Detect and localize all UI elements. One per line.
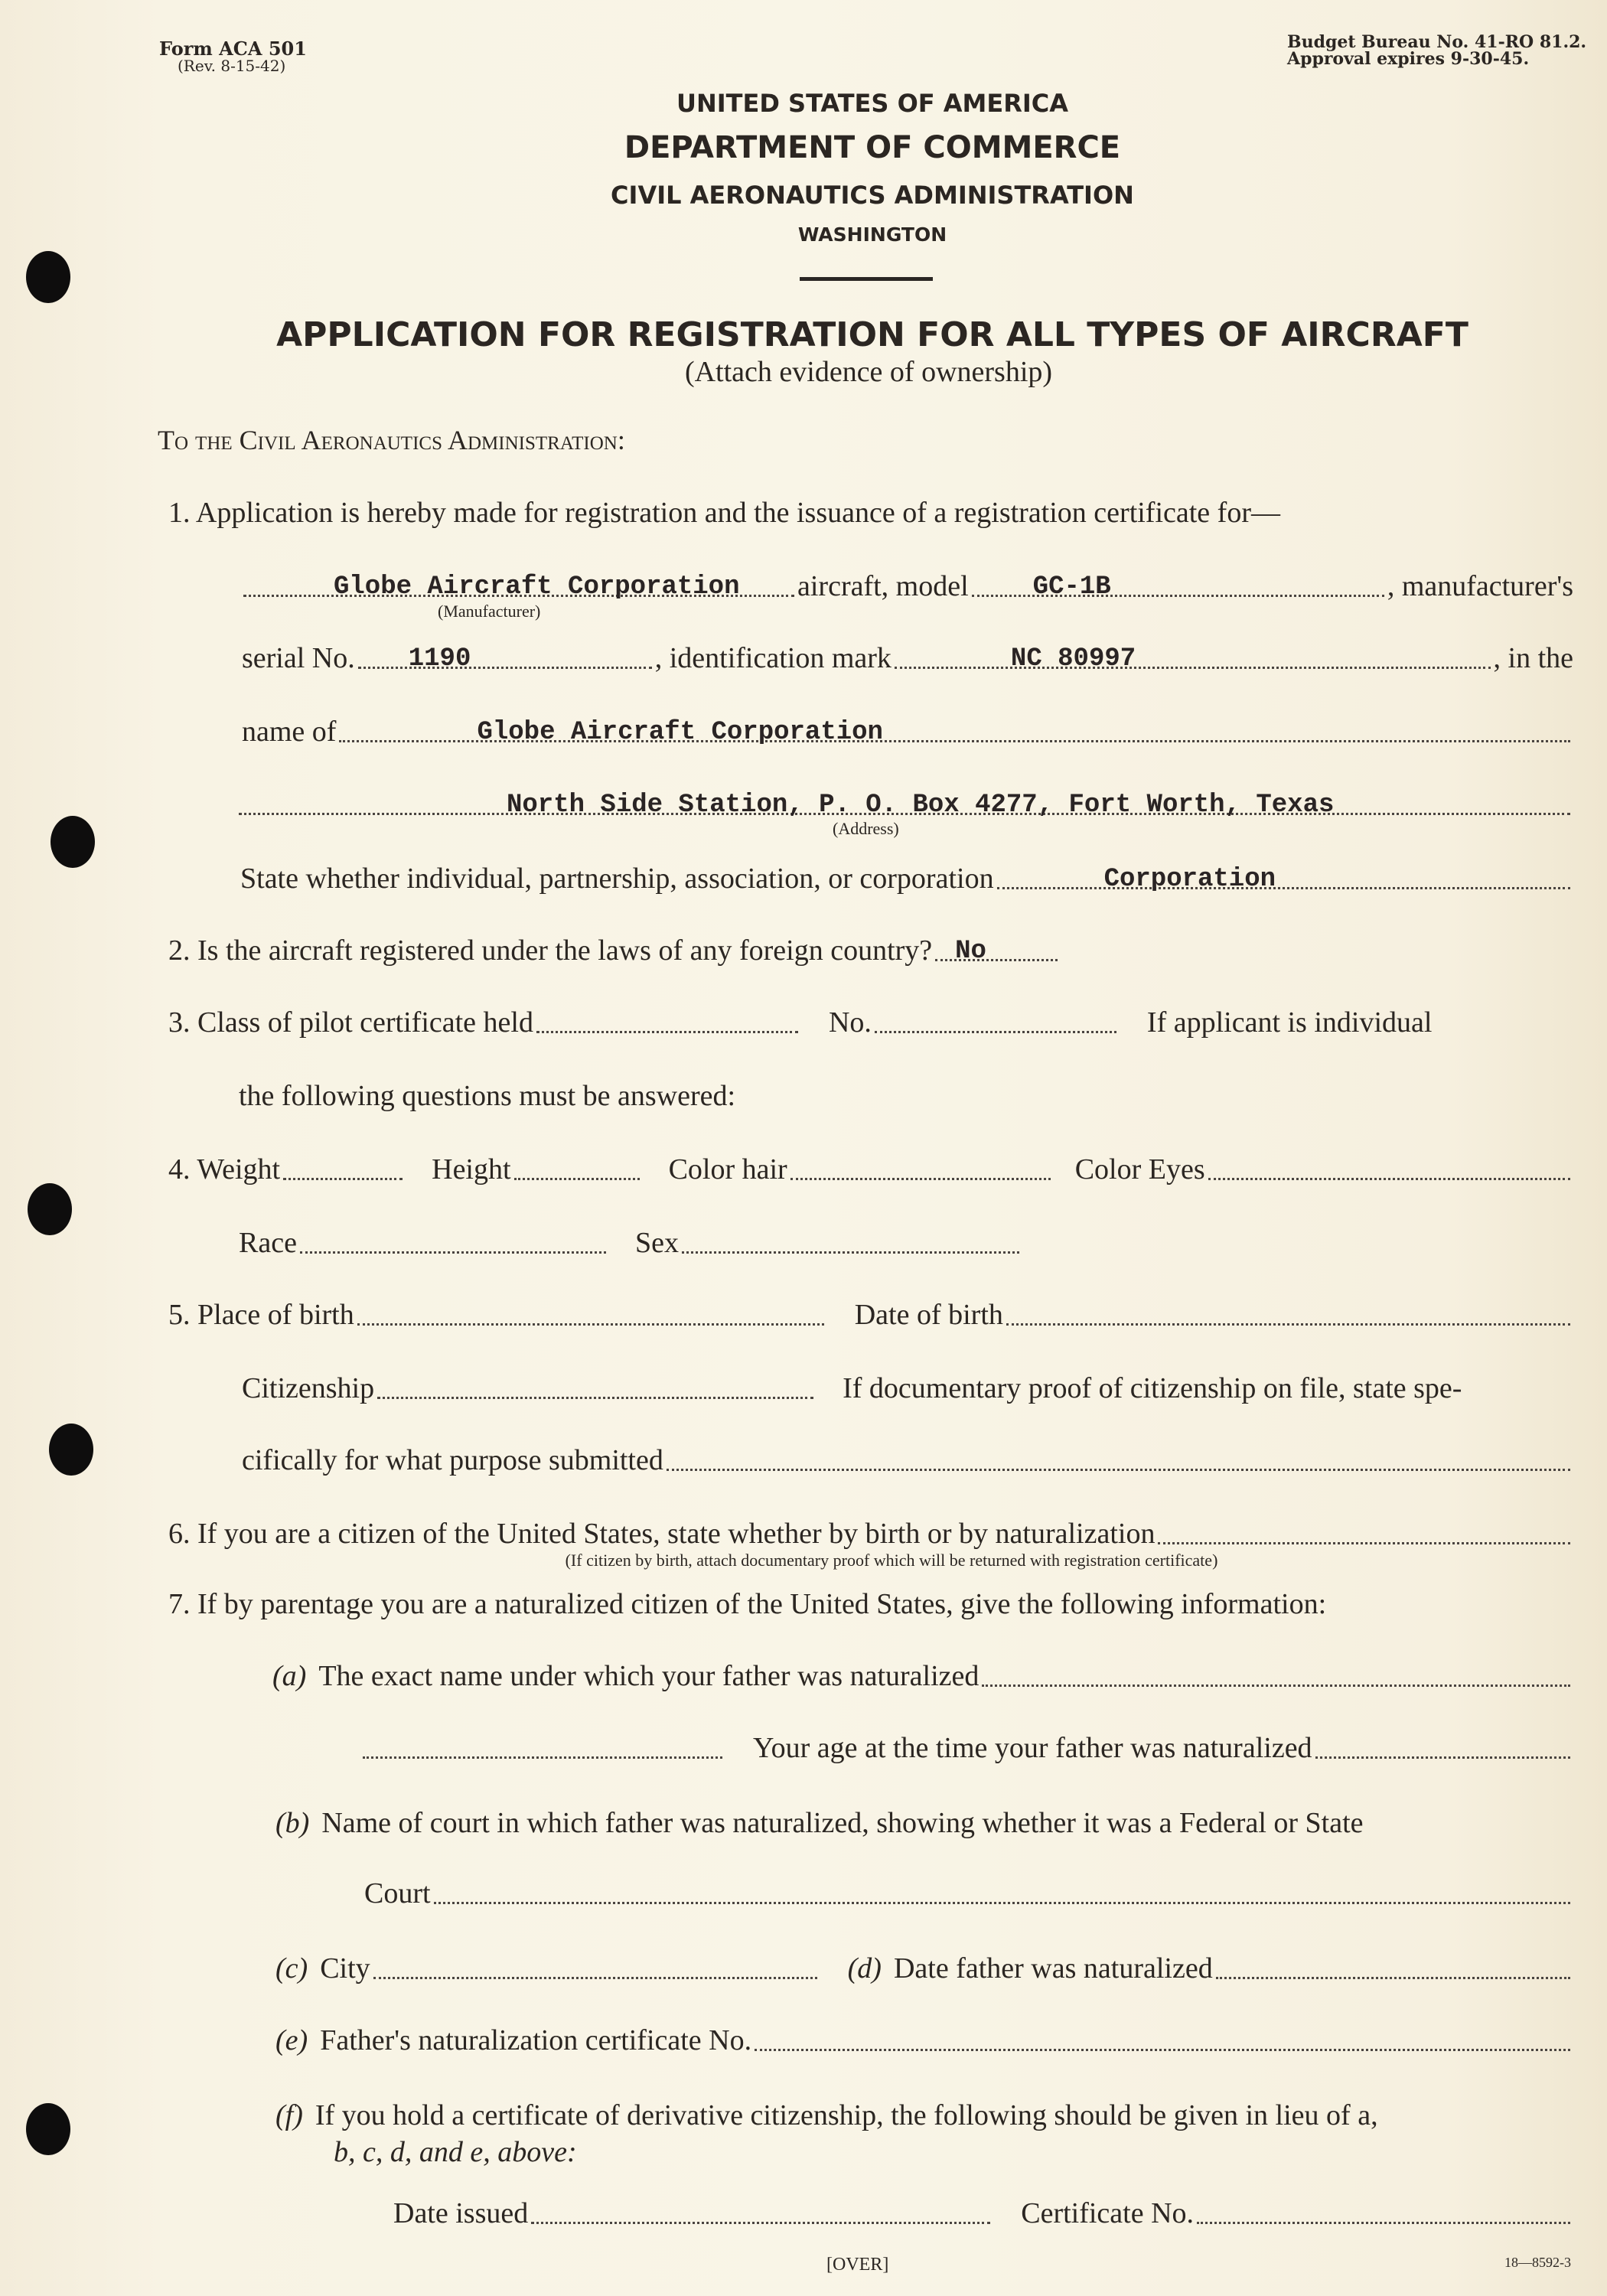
court-field[interactable] bbox=[434, 1880, 1570, 1904]
binder-hole bbox=[26, 2103, 70, 2155]
citizenship-field[interactable] bbox=[377, 1375, 813, 1399]
header-city: WASHINGTON bbox=[797, 223, 947, 246]
pilot-certificate-number-field[interactable] bbox=[875, 1009, 1116, 1033]
city-field[interactable] bbox=[373, 1955, 817, 1979]
over-indicator: [OVER] bbox=[826, 2255, 889, 2275]
header-divider bbox=[800, 277, 933, 281]
place-of-birth-field[interactable] bbox=[357, 1302, 824, 1326]
father-naturalized-name-field[interactable] bbox=[982, 1663, 1570, 1687]
address-caption: (Address) bbox=[833, 819, 899, 838]
q1-intro: 1. Application is hereby made for registration and the issuance of a registration certificate for— bbox=[168, 497, 1280, 529]
q7-intro: 7. If by parentage you are a naturalized citizen of the United States, give the following information: bbox=[168, 1588, 1327, 1620]
father-certificate-number-field[interactable] bbox=[755, 2027, 1570, 2051]
identification-mark-field[interactable]: NC 80997 bbox=[895, 645, 1491, 669]
age-at-naturalization-field[interactable] bbox=[1315, 1735, 1570, 1759]
date-of-birth-field[interactable] bbox=[1006, 1302, 1570, 1326]
q2-row: 2. Is the aircraft registered under the laws of any foreign country? No bbox=[168, 934, 1194, 967]
naturalization-date-field[interactable] bbox=[1216, 1955, 1570, 1979]
approval-expiry: Approval expires 9-30-45. bbox=[1287, 49, 1530, 69]
owner-name-field[interactable]: Globe Aircraft Corporation bbox=[339, 719, 1570, 742]
father-naturalized-name-field-cont[interactable] bbox=[363, 1735, 722, 1759]
foreign-registration-field[interactable]: No bbox=[935, 938, 1058, 961]
form-revision: (Rev. 8-15-42) bbox=[178, 57, 286, 75]
manufacturer-caption: (Manufacturer) bbox=[438, 602, 541, 621]
race-field[interactable] bbox=[300, 1230, 606, 1254]
q1-address-row bbox=[236, 791, 1573, 821]
binder-hole bbox=[49, 1424, 93, 1476]
q5-row: 5. Place of birth Date of birth bbox=[168, 1298, 1573, 1332]
header-administration: CIVIL AERONAUTICS ADMINISTRATION bbox=[611, 181, 1134, 210]
sex-field[interactable] bbox=[682, 1230, 1019, 1254]
entity-type-field[interactable]: Corporation bbox=[997, 866, 1570, 889]
form-subtitle: (Attach evidence of ownership) bbox=[684, 356, 1053, 388]
q5-citizenship-row: Citizenship If documentary proof of citizenship on file, state spe- bbox=[242, 1372, 1462, 1404]
binder-hole bbox=[51, 816, 95, 868]
budget-bureau-number: Budget Bureau No. 41-RO 81.2. bbox=[1287, 32, 1587, 52]
q6-note: (If citizen by birth, attach documentary proof which will be returned with registration certificate) bbox=[565, 1551, 1218, 1570]
q1-owner-name-row: name of Globe Aircraft Corporation bbox=[242, 715, 1573, 748]
model-field[interactable]: GC-1B bbox=[972, 573, 1384, 597]
form-number: Form ACA 501 bbox=[159, 38, 307, 60]
manufacturer-field[interactable]: Globe Aircraft Corporation bbox=[243, 573, 794, 597]
hair-color-field[interactable] bbox=[790, 1156, 1051, 1180]
height-field[interactable] bbox=[514, 1156, 640, 1180]
q7cd-row: (c) City (d) Date father was naturalized bbox=[275, 1952, 1573, 1985]
q7b-court-row: Court bbox=[364, 1877, 1573, 1910]
q7a-row: (a) The exact name under which your father was naturalized bbox=[272, 1659, 1573, 1693]
date-issued-field[interactable] bbox=[531, 2200, 990, 2224]
binder-hole bbox=[28, 1183, 72, 1235]
q7f-row: (f) If you hold a certificate of derivative citizenship, the following should be given in lieu of a, bbox=[275, 2099, 1378, 2131]
proof-purpose-field[interactable] bbox=[667, 1447, 1570, 1471]
derivative-certificate-number-field[interactable] bbox=[1197, 2200, 1570, 2224]
salutation: To the Civil Aeronautics Administration: bbox=[158, 425, 625, 455]
print-code: 18—8592-3 bbox=[1504, 2255, 1571, 2270]
pilot-certificate-class-field[interactable] bbox=[536, 1009, 798, 1033]
header-country: UNITED STATES OF AMERICA bbox=[676, 89, 1069, 118]
q7f-row-2: b, c, d, and e, above: bbox=[334, 2136, 577, 2168]
q4-row: 4. Weight Height Color hair Color Eyes bbox=[168, 1153, 1573, 1186]
header-department: DEPARTMENT OF COMMERCE bbox=[624, 130, 1121, 165]
serial-number-field[interactable]: 1190 bbox=[358, 645, 652, 669]
q3-continuation: the following questions must be answered: bbox=[239, 1080, 736, 1112]
binder-hole bbox=[26, 251, 70, 303]
form-title: APPLICATION FOR REGISTRATION FOR ALL TYPES OF AIRCRAFT bbox=[276, 315, 1468, 354]
q1-entity-type-row: State whether individual, partnership, association, or corporation Corporation bbox=[240, 862, 1573, 895]
citizenship-type-field[interactable] bbox=[1158, 1521, 1570, 1544]
q5-purpose-row: cifically for what purpose submitted bbox=[242, 1443, 1573, 1477]
q7a-row-2: Your age at the time your father was naturalized bbox=[360, 1731, 1573, 1765]
address-field[interactable]: North Side Station, P. O. Box 4277, Fort Worth, Texas bbox=[239, 791, 1570, 815]
weight-field[interactable] bbox=[283, 1156, 403, 1180]
q7b-row: (b) Name of court in which father was naturalized, showing whether it was a Federal or State bbox=[275, 1807, 1364, 1839]
q7f-fields-row: Date issued Certificate No. bbox=[393, 2197, 1573, 2230]
eye-color-field[interactable] bbox=[1208, 1156, 1570, 1180]
q4-row-2: Race Sex bbox=[239, 1226, 1022, 1260]
q1-manufacturer-row: Globe Aircraft Corporation aircraft, model GC-1B , manufacturer's bbox=[240, 569, 1573, 603]
q6-row: 6. If you are a citizen of the United States, state whether by birth or by naturalization bbox=[168, 1517, 1573, 1551]
q3-row: 3. Class of pilot certificate held No. If applicant is individual bbox=[168, 1006, 1433, 1039]
q1-serial-row: serial No. 1190 , identification mark NC 80997 , in the bbox=[242, 642, 1573, 674]
q7e-row: (e) Father's naturalization certificate No. bbox=[275, 2024, 1573, 2057]
